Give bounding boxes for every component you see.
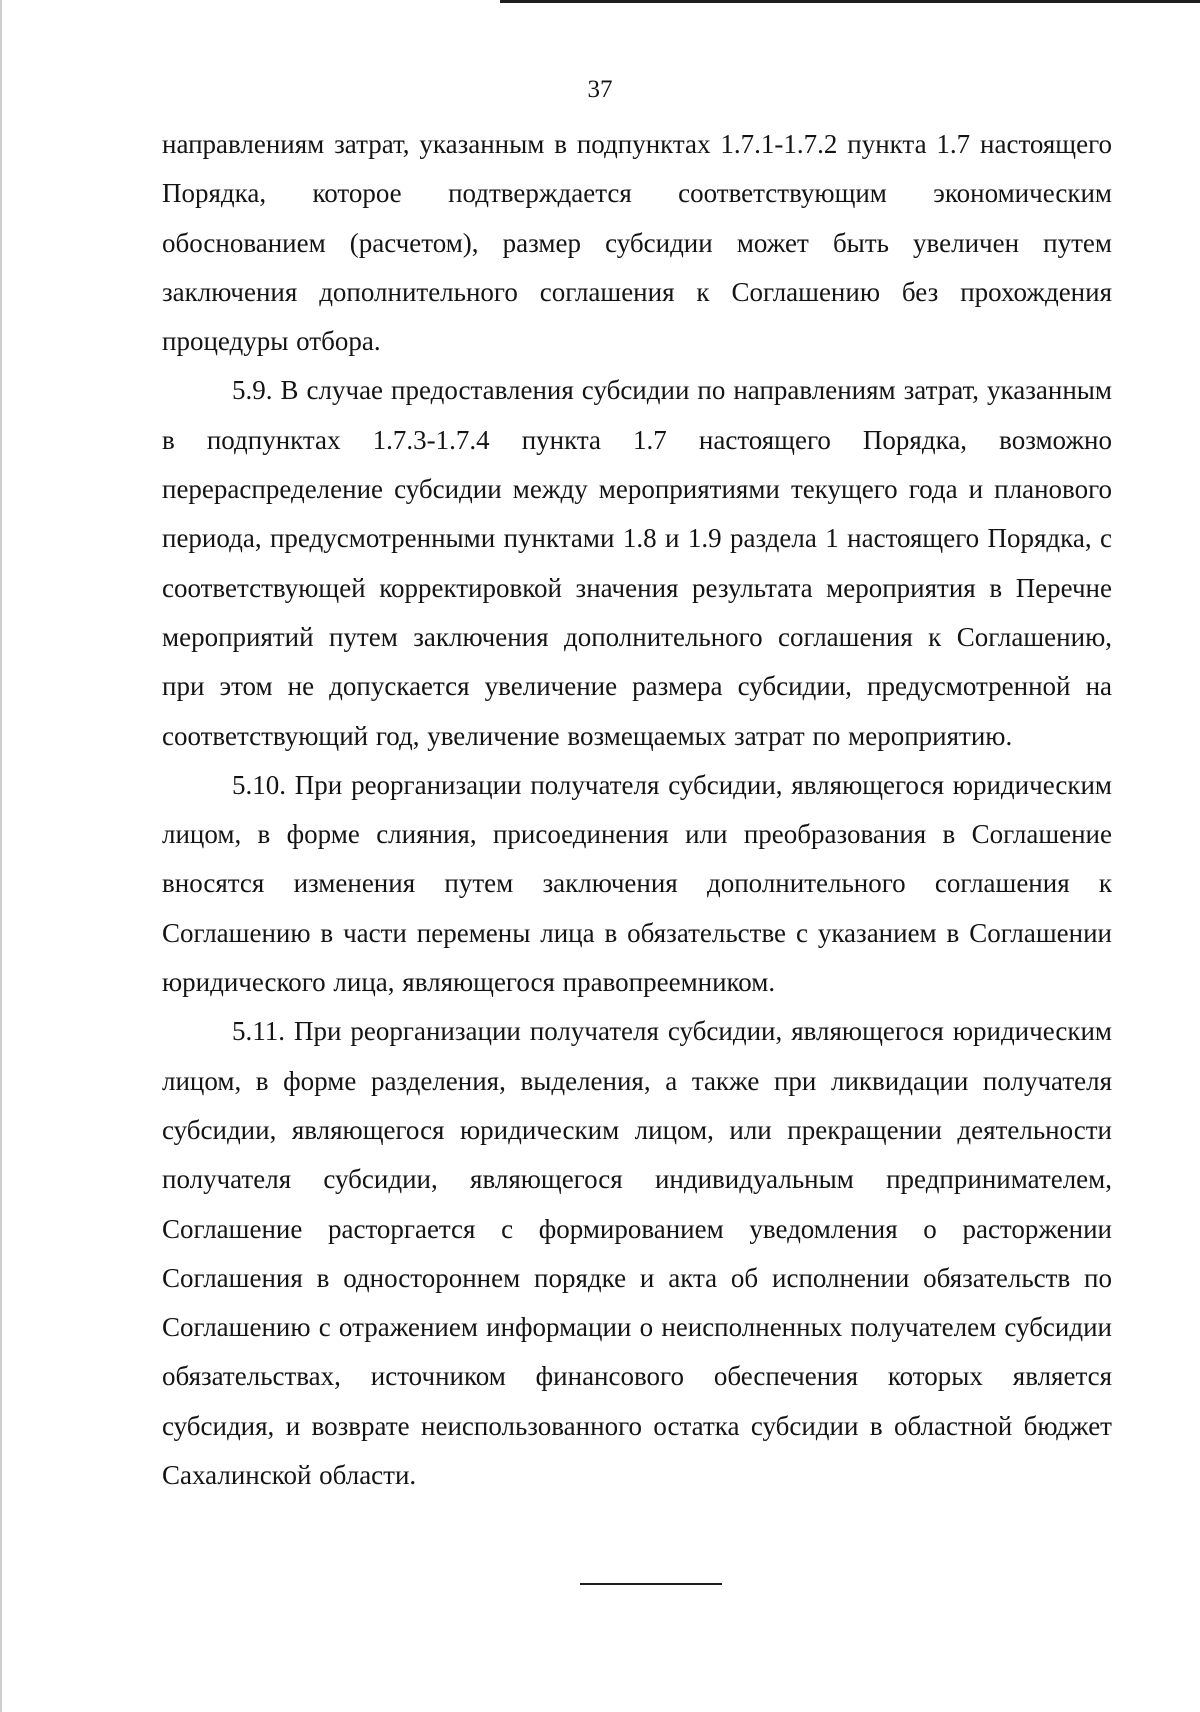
paragraph-continuation: направлениям затрат, указанным в подпунктах 1.7.1-1.7.2 пункта 1.7 настоящего Порядка, которое подтверждается соответствующим экономическим обоснованием (расчетом), размер субсидии может быть увеличен путем заключения дополнительного соглашения к Соглашению без прохождения процедуры отбора. [162, 129, 1112, 357]
scan-left-edge [0, 0, 2, 1712]
page-number: 37 [587, 76, 613, 103]
paragraph-5-9: 5.9. В случае предоставления субсидии по направлениям затрат, указанным в подпунктах 1.7.3-1.7.4 пункта 1.7 настоящего Порядка, возможно перераспределение субсидии между мероприятиями текущего года и планового периода, предусмотренными пунктами 1.8 и 1.9 раздела 1 настоящего Порядка, с соответствующей корректировкой значения результата мероприятия в Перечне мероприятий путем заключения дополнительного соглашения к Соглашению, при этом не допускается увеличение размера субсидии, предусмотренной на соответствующий год, увеличение возмещаемых затрат по мероприятию. [162, 375, 1112, 751]
document-body [162, 120, 1112, 1500]
end-of-text-rule [580, 1583, 722, 1585]
paragraph-5-11: 5.11. При реорганизации получателя субсидии, являющегося юридическим лицом, в форме разделения, выделения, а также при ликвидации получателя субсидии, являющегося юридическим лицом, или прекращении деятельности получателя субсидии, являющегося индивидуальным предпринимателем, Соглашение расторгается с формированием уведомления о расторжении Соглашения в одностороннем порядке и акта об исполнении обязательств по Соглашению с отражением информации о неисполненных получателем субсидии обязательствах, источником финансового обеспечения которых является субсидия, и возврате неиспользованного остатка субсидии в областной бюджет Сахалинской области. [162, 1016, 1112, 1491]
scan-top-rule [500, 0, 1200, 3]
paragraph-5-10: 5.10. При реорганизации получателя субсидии, являющегося юридическим лицом, в форме слияния, присоединения или преобразования в Соглашение вносятся изменения путем заключения дополнительного соглашения к Соглашению в части перемены лица в обязательстве с указанием в Соглашении юридического лица, являющегося правопреемником. [162, 769, 1112, 998]
